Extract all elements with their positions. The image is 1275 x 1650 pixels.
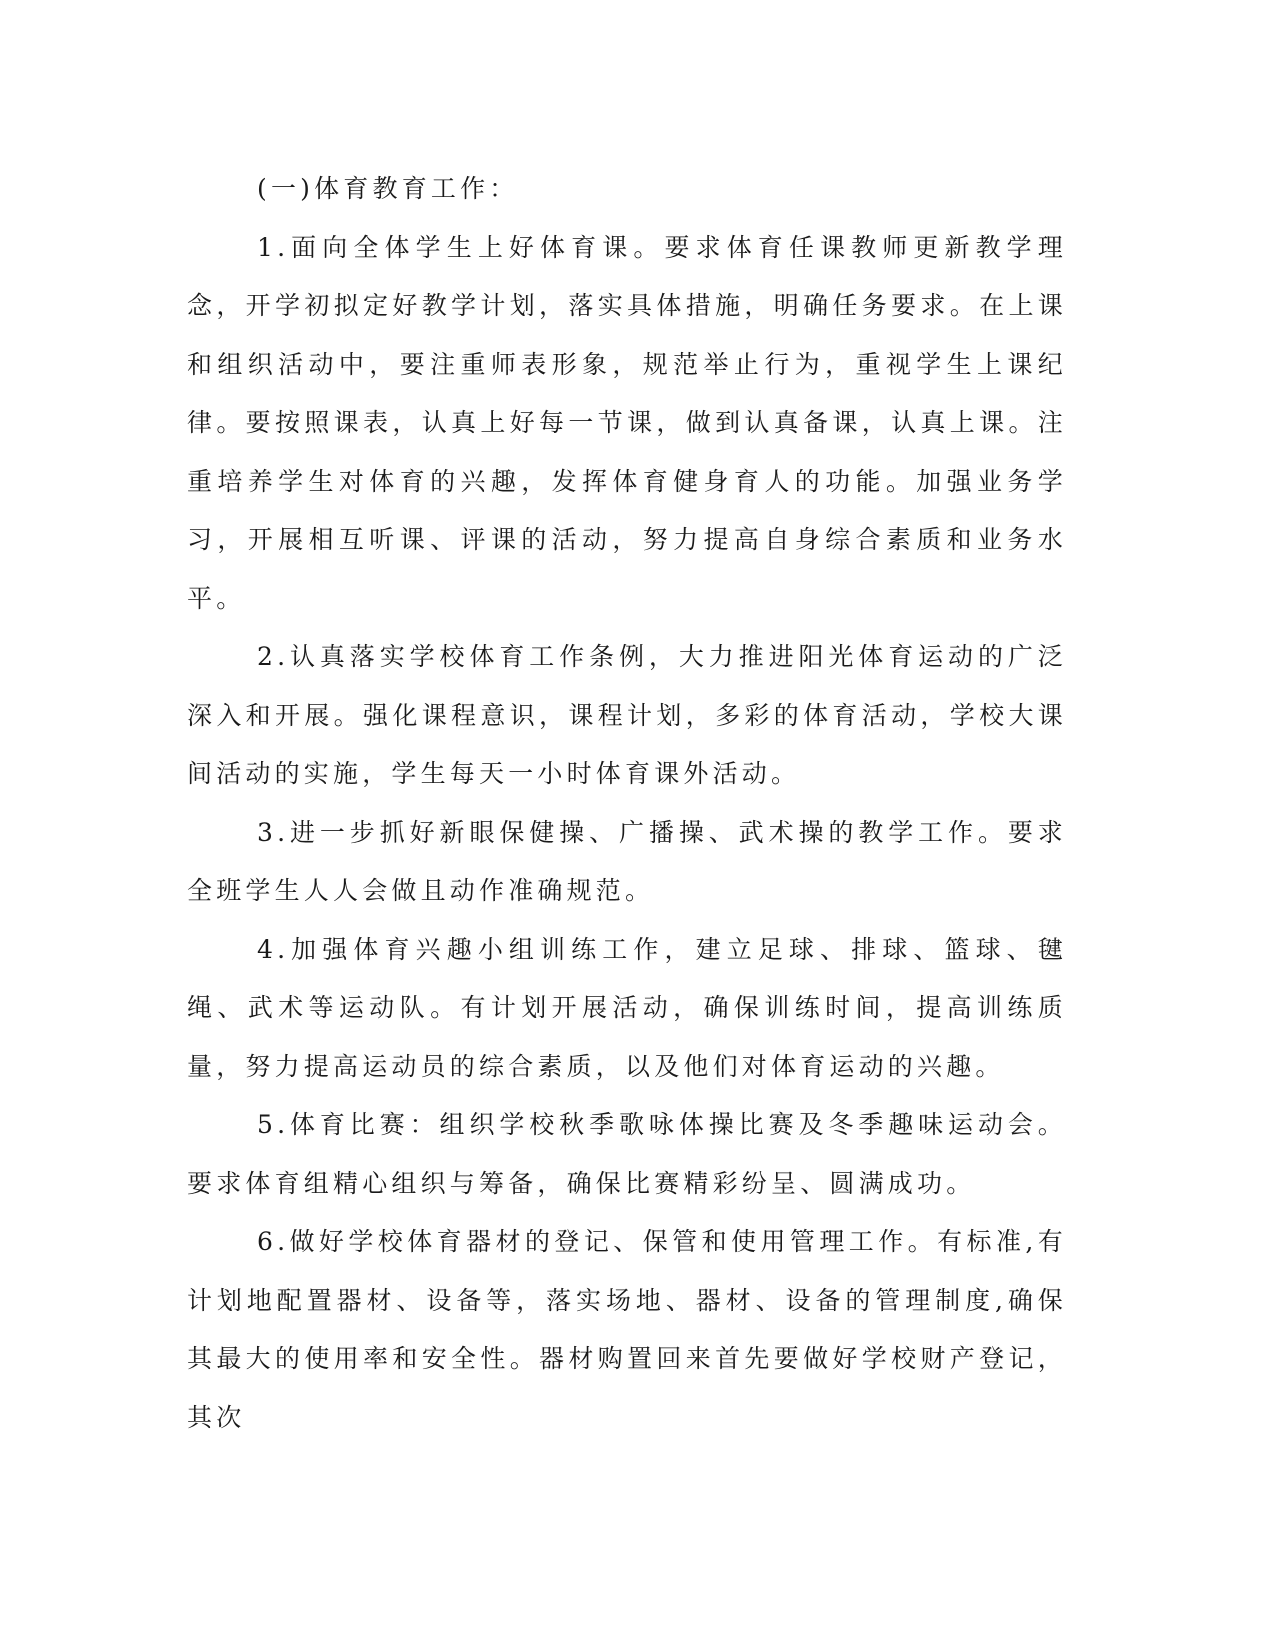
document-body [187, 160, 1067, 1447]
paragraph-4: 4.加强体育兴趣小组训练工作，建立足球、排球、篮球、毽绳、武术等运动队。有计划开展活动，确保训练时间，提高训练质量，努力提高运动员的综合素质，以及他们对体育运动的兴趣。 [187, 934, 1067, 1081]
paragraph-5: 5.体育比赛：组织学校秋季歌咏体操比赛及冬季趣味运动会。要求体育组精心组织与筹备，确保比赛精彩纷呈、圆满成功。 [187, 1110, 1067, 1198]
paragraph-3: 3.进一步抓好新眼保健操、广播操、武术操的教学工作。要求全班学生人人会做且动作准确规范。 [187, 817, 1067, 905]
paragraph-1: 1.面向全体学生上好体育课。要求体育任课教师更新教学理念，开学初拟定好教学计划，落实具体措施，明确任务要求。在上课和组织活动中，要注重师表形象，规范举止行为，重视学生上课纪律。要按照课表，认真上好每一节课，做到认真备课，认真上课。注重培养学生对体育的兴趣，发挥体育健身育人的功能。加强业务学习，开展相互听课、评课的活动，努力提高自身综合素质和业务水平。 [187, 232, 1067, 613]
paragraph-6: 6.做好学校体育器材的登记、保管和使用管理工作。有标准,有计划地配置器材、设备等，落实场地、器材、设备的管理制度,确保其最大的使用率和安全性。器材购置回来首先要做好学校财产登记，其次 [187, 1227, 1067, 1432]
section-heading: (一)体育教育工作： [257, 174, 519, 203]
paragraph-2: 2.认真落实学校体育工作条例，大力推进阳光体育运动的广泛深入和开展。强化课程意识，课程计划，多彩的体育活动，学校大课间活动的实施，学生每天一小时体育课外活动。 [187, 642, 1067, 788]
